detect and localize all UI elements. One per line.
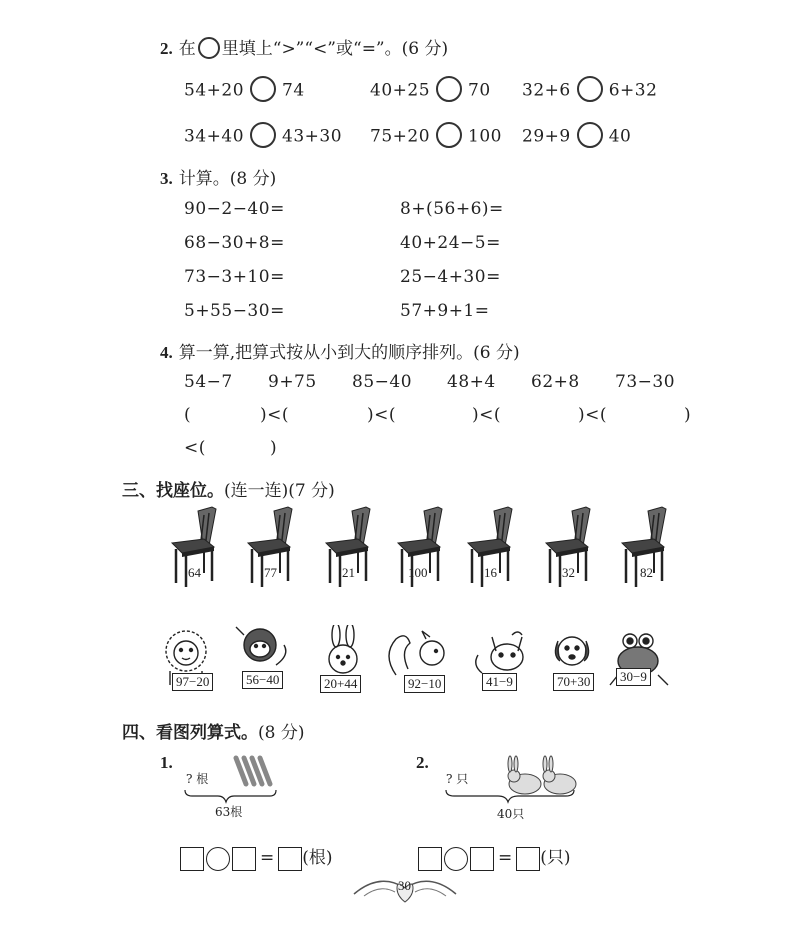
section-4-heading [122,718,304,743]
chair-number: 64 [188,565,201,580]
section-3-heading [122,476,335,501]
q2-item [184,124,342,150]
chair-number: 100 [408,565,428,580]
cat-icon[interactable] [476,632,523,673]
equals-sign: = [498,848,513,868]
q2-right-expr: 40 [608,126,632,147]
q3-number: 3. [160,169,173,188]
order-slot[interactable] [367,405,396,425]
p2-equation [418,843,571,871]
p2-unit: (只) [540,848,571,868]
animal-label: 56−40 [242,671,283,689]
q2-item [522,124,631,150]
q2-item [184,78,305,104]
operator-circle[interactable] [444,847,468,871]
q2-left-expr: 34+40 [184,126,245,147]
section-3-sub: (连一连)(7 分) [224,481,335,501]
slot-close: ) [472,405,480,425]
order-slot[interactable] [472,405,501,425]
slot-close: ) [684,405,692,425]
compare-circle[interactable] [436,76,462,102]
q3-expr[interactable]: 25−4+30= [400,267,501,287]
animal-label: 92−10 [404,675,445,693]
slot-open: ( [281,405,290,425]
slot-close: ) [270,438,278,458]
answer-box[interactable] [278,847,302,871]
animal-label: 20+44 [320,675,361,693]
q3-heading [160,164,276,189]
sticks-icon [236,758,270,784]
q4-expr: 73−30 [615,372,676,392]
p2-question: ? 只 [446,772,469,786]
compare-circle[interactable] [436,122,462,148]
order-slot[interactable] [260,405,289,425]
compare-circle[interactable] [577,76,603,102]
q2-heading [160,34,448,61]
section-4-sub: (8 分) [258,723,305,743]
page-number: 30 [398,878,411,893]
chair-number: 21 [342,565,355,580]
rabbit-icon[interactable] [329,625,357,673]
q2-left-expr: 40+25 [370,80,431,101]
q2-right-expr: 70 [468,80,491,101]
operator-circle[interactable] [206,847,230,871]
answer-box[interactable] [180,847,204,871]
q4-expr: 85−40 [352,372,413,392]
q2-suffix: 里填上“>”“<”或“=”。(6 分) [221,39,449,59]
q4-heading [160,338,520,363]
q2-right-expr: 6+32 [608,80,658,101]
less-than: < [479,405,494,425]
q2-right-expr: 100 [468,126,502,147]
q2-item [522,78,657,104]
p1-number [160,753,179,773]
rabbit-icon [508,756,576,794]
q4-title: 算一算,把算式按从小到大的顺序排列。(6 分) [178,343,520,363]
compare-circle[interactable] [250,76,276,102]
answer-box[interactable] [232,847,256,871]
q2-number: 2. [160,39,173,58]
q3-expr[interactable]: 5+55−30= [184,301,285,321]
q4-expr: 48+4 [447,372,496,392]
p2-number [416,753,435,773]
less-than: < [585,405,600,425]
chair-number: 32 [562,565,575,580]
less-than: < [374,405,389,425]
q3-expr[interactable]: 57+9+1= [400,301,490,321]
slot-close: ) [367,405,375,425]
chair-number: 82 [640,565,653,580]
answer-box[interactable] [418,847,442,871]
slot-open: ( [184,405,192,425]
q2-left-expr: 75+20 [370,126,431,147]
q2-prefix: 在 [178,39,196,59]
p1-question: ? 根 [186,772,209,786]
q3-expr[interactable]: 8+(56+6)= [400,199,504,219]
compare-circle[interactable] [250,122,276,148]
q2-right-expr: 43+30 [282,126,343,147]
q3-expr[interactable]: 68−30+8= [184,233,285,253]
animal-label: 41−9 [482,673,517,691]
rabbits-figure [440,752,580,808]
q4-expr: 62+8 [531,372,580,392]
section-3-title: 三、找座位。 [122,481,224,501]
q4-number: 4. [160,343,173,362]
slot-open: ( [198,438,206,458]
circle-icon [198,37,220,59]
dog-icon[interactable] [555,637,588,665]
q3-expr[interactable]: 90−2−40= [184,199,285,219]
p1-num: 1. [160,753,173,772]
slot-open: ( [493,405,502,425]
q2-item [370,78,491,104]
q4-expr: 54−7 [184,372,233,392]
section-4-title: 四、看图列算式。 [122,723,258,743]
equals-sign: = [260,848,275,868]
slot-close: ) [578,405,586,425]
chair-number: 16 [484,565,497,580]
slot-open: ( [388,405,397,425]
less-than: < [184,438,199,458]
animal-label: 70+30 [553,673,594,691]
animal-label: 97−20 [172,673,213,691]
order-slot[interactable] [184,438,206,458]
p1-equation [180,843,333,871]
slot-close: ) [260,405,268,425]
q3-expr[interactable]: 73−3+10= [184,267,285,287]
q2-left-expr: 54+20 [184,80,245,101]
squirrel-icon[interactable] [389,631,444,675]
q2-item [370,124,502,150]
q2-left-expr: 32+6 [522,80,571,101]
animal-label: 30−9 [616,668,651,686]
p1-total: 63根 [215,805,243,819]
q2-left-expr: 29+9 [522,126,571,147]
q3-expr[interactable]: 40+24−5= [400,233,501,253]
compare-circle[interactable] [577,122,603,148]
answer-box[interactable] [516,847,540,871]
p2-num: 2. [416,753,429,772]
brace-icon [185,790,276,802]
slot-open: ( [599,405,608,425]
less-than: < [267,405,282,425]
answer-box[interactable] [470,847,494,871]
q4-expr: 9+75 [268,372,317,392]
q3-title: 计算。(8 分) [178,169,277,189]
p1-unit: (根) [302,848,333,868]
chair-number: 77 [264,565,277,580]
q2-right-expr: 74 [282,80,305,101]
order-slot[interactable] [578,405,607,425]
monkey-icon[interactable] [236,627,286,665]
p2-total: 40只 [497,807,525,821]
